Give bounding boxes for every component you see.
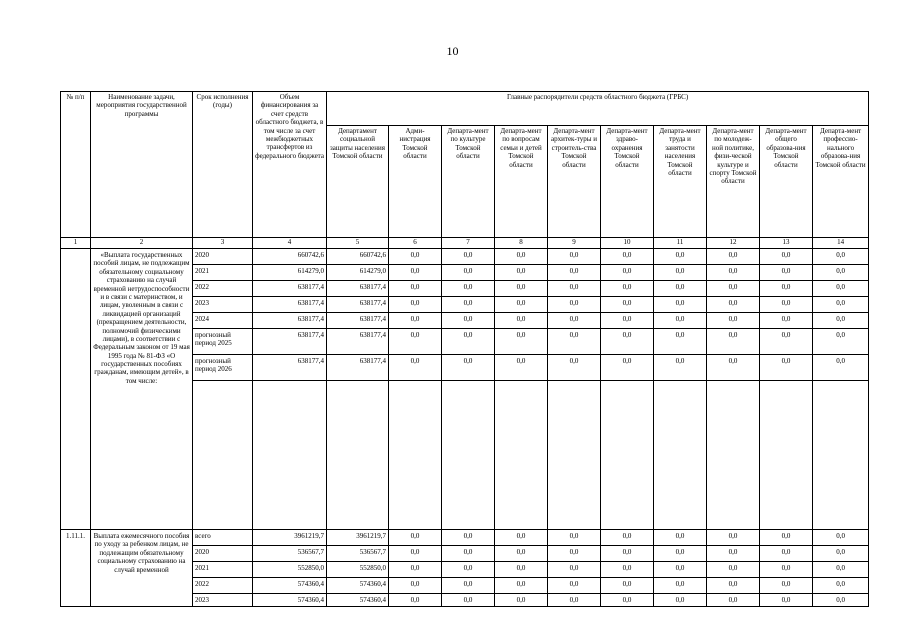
header-term: Срок исполнения (годы) (193, 92, 253, 238)
column-number: 2 (91, 238, 193, 249)
row-value: 0,0 (495, 546, 548, 562)
row-value: 0,0 (601, 562, 654, 578)
row-value: 0,0 (813, 249, 869, 265)
row-value: 0,0 (548, 594, 601, 607)
table-header (61, 92, 869, 238)
row-value: 0,0 (760, 562, 813, 578)
row-value: 0,0 (495, 562, 548, 578)
row-value: 0,0 (442, 329, 495, 355)
row-term: 2023 (193, 297, 253, 313)
row-value: 0,0 (548, 578, 601, 594)
row-value: 0,0 (654, 578, 707, 594)
row-value: 536567,7 (327, 546, 389, 562)
row-value: 0,0 (760, 530, 813, 546)
row-value: 0,0 (601, 265, 654, 281)
row-value: 0,0 (495, 313, 548, 329)
empty-cell (495, 381, 548, 530)
row-term: 2023 (193, 594, 253, 607)
column-number: 12 (707, 238, 760, 249)
row-value: 0,0 (389, 594, 442, 607)
header-grbs-4: Департа-мент по вопросам семьи и детей Томской области (495, 126, 548, 238)
row-value: 0,0 (442, 249, 495, 265)
row-value: 0,0 (707, 313, 760, 329)
row-value: 0,0 (813, 265, 869, 281)
row-value: 0,0 (442, 546, 495, 562)
column-number: 11 (654, 238, 707, 249)
row-value: 0,0 (760, 313, 813, 329)
header-grbs-6: Департа-мент здраво-охранения Томской области (601, 126, 654, 238)
row-value: 0,0 (813, 578, 869, 594)
row-value: 0,0 (707, 329, 760, 355)
row-term: 2022 (193, 281, 253, 297)
row-value: 0,0 (760, 578, 813, 594)
row-value: 638177,4 (327, 313, 389, 329)
row-value: 0,0 (654, 313, 707, 329)
row-value: 0,0 (495, 594, 548, 607)
row-value: 0,0 (813, 329, 869, 355)
row-value: 638177,4 (253, 313, 327, 329)
row-value: 3961219,7 (327, 530, 389, 546)
row-value: 0,0 (389, 355, 442, 381)
row-value: 0,0 (548, 562, 601, 578)
header-grbs-1: Департамент социальной защиты населения Томской области (327, 126, 389, 238)
row-value: 0,0 (442, 313, 495, 329)
empty-cell (601, 381, 654, 530)
row-value: 0,0 (495, 297, 548, 313)
row-value: 0,0 (813, 562, 869, 578)
row-number: 1.11.1. (61, 530, 91, 607)
row-value: 0,0 (707, 562, 760, 578)
row-value: 0,0 (760, 594, 813, 607)
row-number (61, 249, 91, 530)
row-term: 2020 (193, 546, 253, 562)
column-number: 9 (548, 238, 601, 249)
row-value: 638177,4 (253, 281, 327, 297)
column-number: 7 (442, 238, 495, 249)
row-value: 0,0 (548, 329, 601, 355)
row-value: 614279,0 (327, 265, 389, 281)
row-value: 0,0 (601, 249, 654, 265)
row-value: 0,0 (654, 265, 707, 281)
row-value: 0,0 (495, 329, 548, 355)
row-value: 0,0 (654, 249, 707, 265)
header-grbs-group: Главные распорядители средств областного бюджета (ГРБС) (327, 92, 869, 126)
page-number: 10 (446, 44, 459, 58)
empty-cell (707, 381, 760, 530)
row-value: 0,0 (707, 594, 760, 607)
row-value: 0,0 (760, 546, 813, 562)
row-value: 638177,4 (327, 329, 389, 355)
row-value: 0,0 (707, 249, 760, 265)
empty-cell (327, 381, 389, 530)
row-value: 0,0 (654, 355, 707, 381)
row-value: 638177,4 (253, 329, 327, 355)
row-value: 0,0 (548, 546, 601, 562)
row-value: 0,0 (707, 530, 760, 546)
column-number: 13 (760, 238, 813, 249)
header-num: № п/п (61, 92, 91, 238)
row-value: 0,0 (548, 530, 601, 546)
row-value: 0,0 (389, 578, 442, 594)
row-value: 0,0 (442, 281, 495, 297)
header-grbs-10: Департа-мент профессио-нального образова-ния Томской области (813, 126, 869, 238)
row-value: 0,0 (389, 249, 442, 265)
row-value: 0,0 (495, 265, 548, 281)
row-value: 0,0 (548, 297, 601, 313)
row-value: 638177,4 (253, 297, 327, 313)
row-value: 0,0 (813, 281, 869, 297)
row-value: 638177,4 (253, 355, 327, 381)
row-value: 638177,4 (327, 355, 389, 381)
row-value: 0,0 (760, 297, 813, 313)
row-value: 0,0 (760, 265, 813, 281)
row-name: Выплата ежемесячного пособия по уходу за ребенком лицам, не подлежащим обязательному социальному страхованию на случай временной (91, 530, 193, 607)
row-value: 3961219,7 (253, 530, 327, 546)
row-value: 614279,0 (253, 265, 327, 281)
budget-table (60, 91, 869, 607)
empty-cell (193, 381, 253, 530)
row-value: 0,0 (654, 281, 707, 297)
row-value: 0,0 (442, 594, 495, 607)
empty-cell (548, 381, 601, 530)
empty-cell (760, 381, 813, 530)
row-value: 0,0 (654, 594, 707, 607)
row-value: 0,0 (389, 265, 442, 281)
header-grbs-9: Департа-мент общего образова-ния Томской области (760, 126, 813, 238)
row-value: 0,0 (389, 313, 442, 329)
column-number: 5 (327, 238, 389, 249)
row-value: 0,0 (548, 265, 601, 281)
row-value: 0,0 (707, 265, 760, 281)
header-name: Наименование задачи, мероприятия государственной программы (91, 92, 193, 238)
row-value: 0,0 (654, 562, 707, 578)
column-number: 3 (193, 238, 253, 249)
row-term: 2021 (193, 562, 253, 578)
column-number: 1 (61, 238, 91, 249)
row-name: «Выплата государственных пособий лицам, не подлежащим обязательному социальному страхованию на случай временной нетрудоспособности и в связи с материнством, и лицам, уволенным в связи с ликвидацией организаций (прекращением деятельности, полномочий физическими лицами), в соответствии с Федеральным законом от 19 мая 1995 года № 81-ФЗ «О государственных пособиях гражданам, имеющим детей», в том числе: (91, 249, 193, 530)
table-row (61, 249, 869, 265)
row-value: 0,0 (601, 313, 654, 329)
row-value: 0,0 (442, 562, 495, 578)
empty-cell (442, 381, 495, 530)
row-value: 0,0 (442, 355, 495, 381)
row-value: 0,0 (601, 329, 654, 355)
row-value: 0,0 (654, 530, 707, 546)
column-number: 14 (813, 238, 869, 249)
row-value: 0,0 (760, 355, 813, 381)
row-value: 0,0 (654, 329, 707, 355)
row-value: 0,0 (442, 297, 495, 313)
row-value: 0,0 (707, 281, 760, 297)
row-term: 2021 (193, 265, 253, 281)
row-value: 0,0 (389, 281, 442, 297)
column-numbers-row (61, 238, 869, 249)
row-value: 0,0 (389, 329, 442, 355)
row-value: 638177,4 (327, 297, 389, 313)
row-value: 0,0 (760, 281, 813, 297)
row-term: прогнозный период 2025 (193, 329, 253, 355)
row-value: 0,0 (707, 297, 760, 313)
row-value: 574360,4 (253, 578, 327, 594)
table-row (61, 530, 869, 546)
row-value: 0,0 (601, 546, 654, 562)
header-volume: Объем финансирования за счет средств областного бюджета, в том числе за счет межбюджетных трансфертов из федерального бюджета (253, 92, 327, 238)
empty-cell (253, 381, 327, 530)
row-value: 0,0 (601, 297, 654, 313)
row-value: 0,0 (601, 530, 654, 546)
empty-cell (654, 381, 707, 530)
row-value: 0,0 (813, 313, 869, 329)
row-value: 0,0 (813, 594, 869, 607)
row-value: 536567,7 (253, 546, 327, 562)
row-value: 0,0 (389, 530, 442, 546)
row-value: 0,0 (389, 546, 442, 562)
row-value: 0,0 (389, 562, 442, 578)
row-value: 552850,0 (253, 562, 327, 578)
row-value: 0,0 (495, 249, 548, 265)
row-value: 0,0 (389, 297, 442, 313)
header-grbs-3: Департа-мент по культуре Томской области (442, 126, 495, 238)
row-term: 2020 (193, 249, 253, 265)
row-value: 638177,4 (327, 281, 389, 297)
column-number: 8 (495, 238, 548, 249)
header-grbs-2: Адми-нистрация Томской области (389, 126, 442, 238)
row-value: 574360,4 (327, 578, 389, 594)
column-number: 4 (253, 238, 327, 249)
row-value: 0,0 (601, 281, 654, 297)
column-number: 10 (601, 238, 654, 249)
row-value: 0,0 (495, 578, 548, 594)
row-value: 0,0 (495, 530, 548, 546)
row-value: 0,0 (442, 578, 495, 594)
row-value: 574360,4 (327, 594, 389, 607)
row-value: 574360,4 (253, 594, 327, 607)
row-value: 0,0 (707, 355, 760, 381)
row-value: 0,0 (442, 265, 495, 281)
row-term: всего (193, 530, 253, 546)
row-value: 0,0 (813, 546, 869, 562)
row-value: 552850,0 (327, 562, 389, 578)
row-value: 0,0 (760, 329, 813, 355)
row-value: 0,0 (548, 281, 601, 297)
row-value: 0,0 (495, 355, 548, 381)
row-value: 0,0 (813, 530, 869, 546)
row-value: 0,0 (548, 249, 601, 265)
row-value: 0,0 (707, 578, 760, 594)
row-value: 0,0 (548, 355, 601, 381)
row-value: 0,0 (601, 355, 654, 381)
row-value: 0,0 (601, 578, 654, 594)
row-term: 2024 (193, 313, 253, 329)
row-value: 0,0 (495, 281, 548, 297)
row-value: 660742,6 (327, 249, 389, 265)
row-value: 0,0 (442, 530, 495, 546)
empty-cell (813, 381, 869, 530)
row-value: 0,0 (813, 297, 869, 313)
row-value: 0,0 (548, 313, 601, 329)
empty-cell (389, 381, 442, 530)
row-value: 0,0 (760, 249, 813, 265)
header-grbs-5: Департа-мент архитек-туры и строитель-ства Томской области (548, 126, 601, 238)
header-grbs-8: Департа-мент по молодеж-ной политике, физи-ческой культуре и спорту Томской области (707, 126, 760, 238)
row-value: 660742,6 (253, 249, 327, 265)
row-value: 0,0 (654, 546, 707, 562)
column-number: 6 (389, 238, 442, 249)
row-term: прогнозный период 2026 (193, 355, 253, 381)
row-term: 2022 (193, 578, 253, 594)
header-grbs-7: Департа-мент труда и занятости населения Томской области (654, 126, 707, 238)
row-value: 0,0 (654, 297, 707, 313)
row-value: 0,0 (813, 355, 869, 381)
row-value: 0,0 (601, 594, 654, 607)
row-value: 0,0 (707, 546, 760, 562)
